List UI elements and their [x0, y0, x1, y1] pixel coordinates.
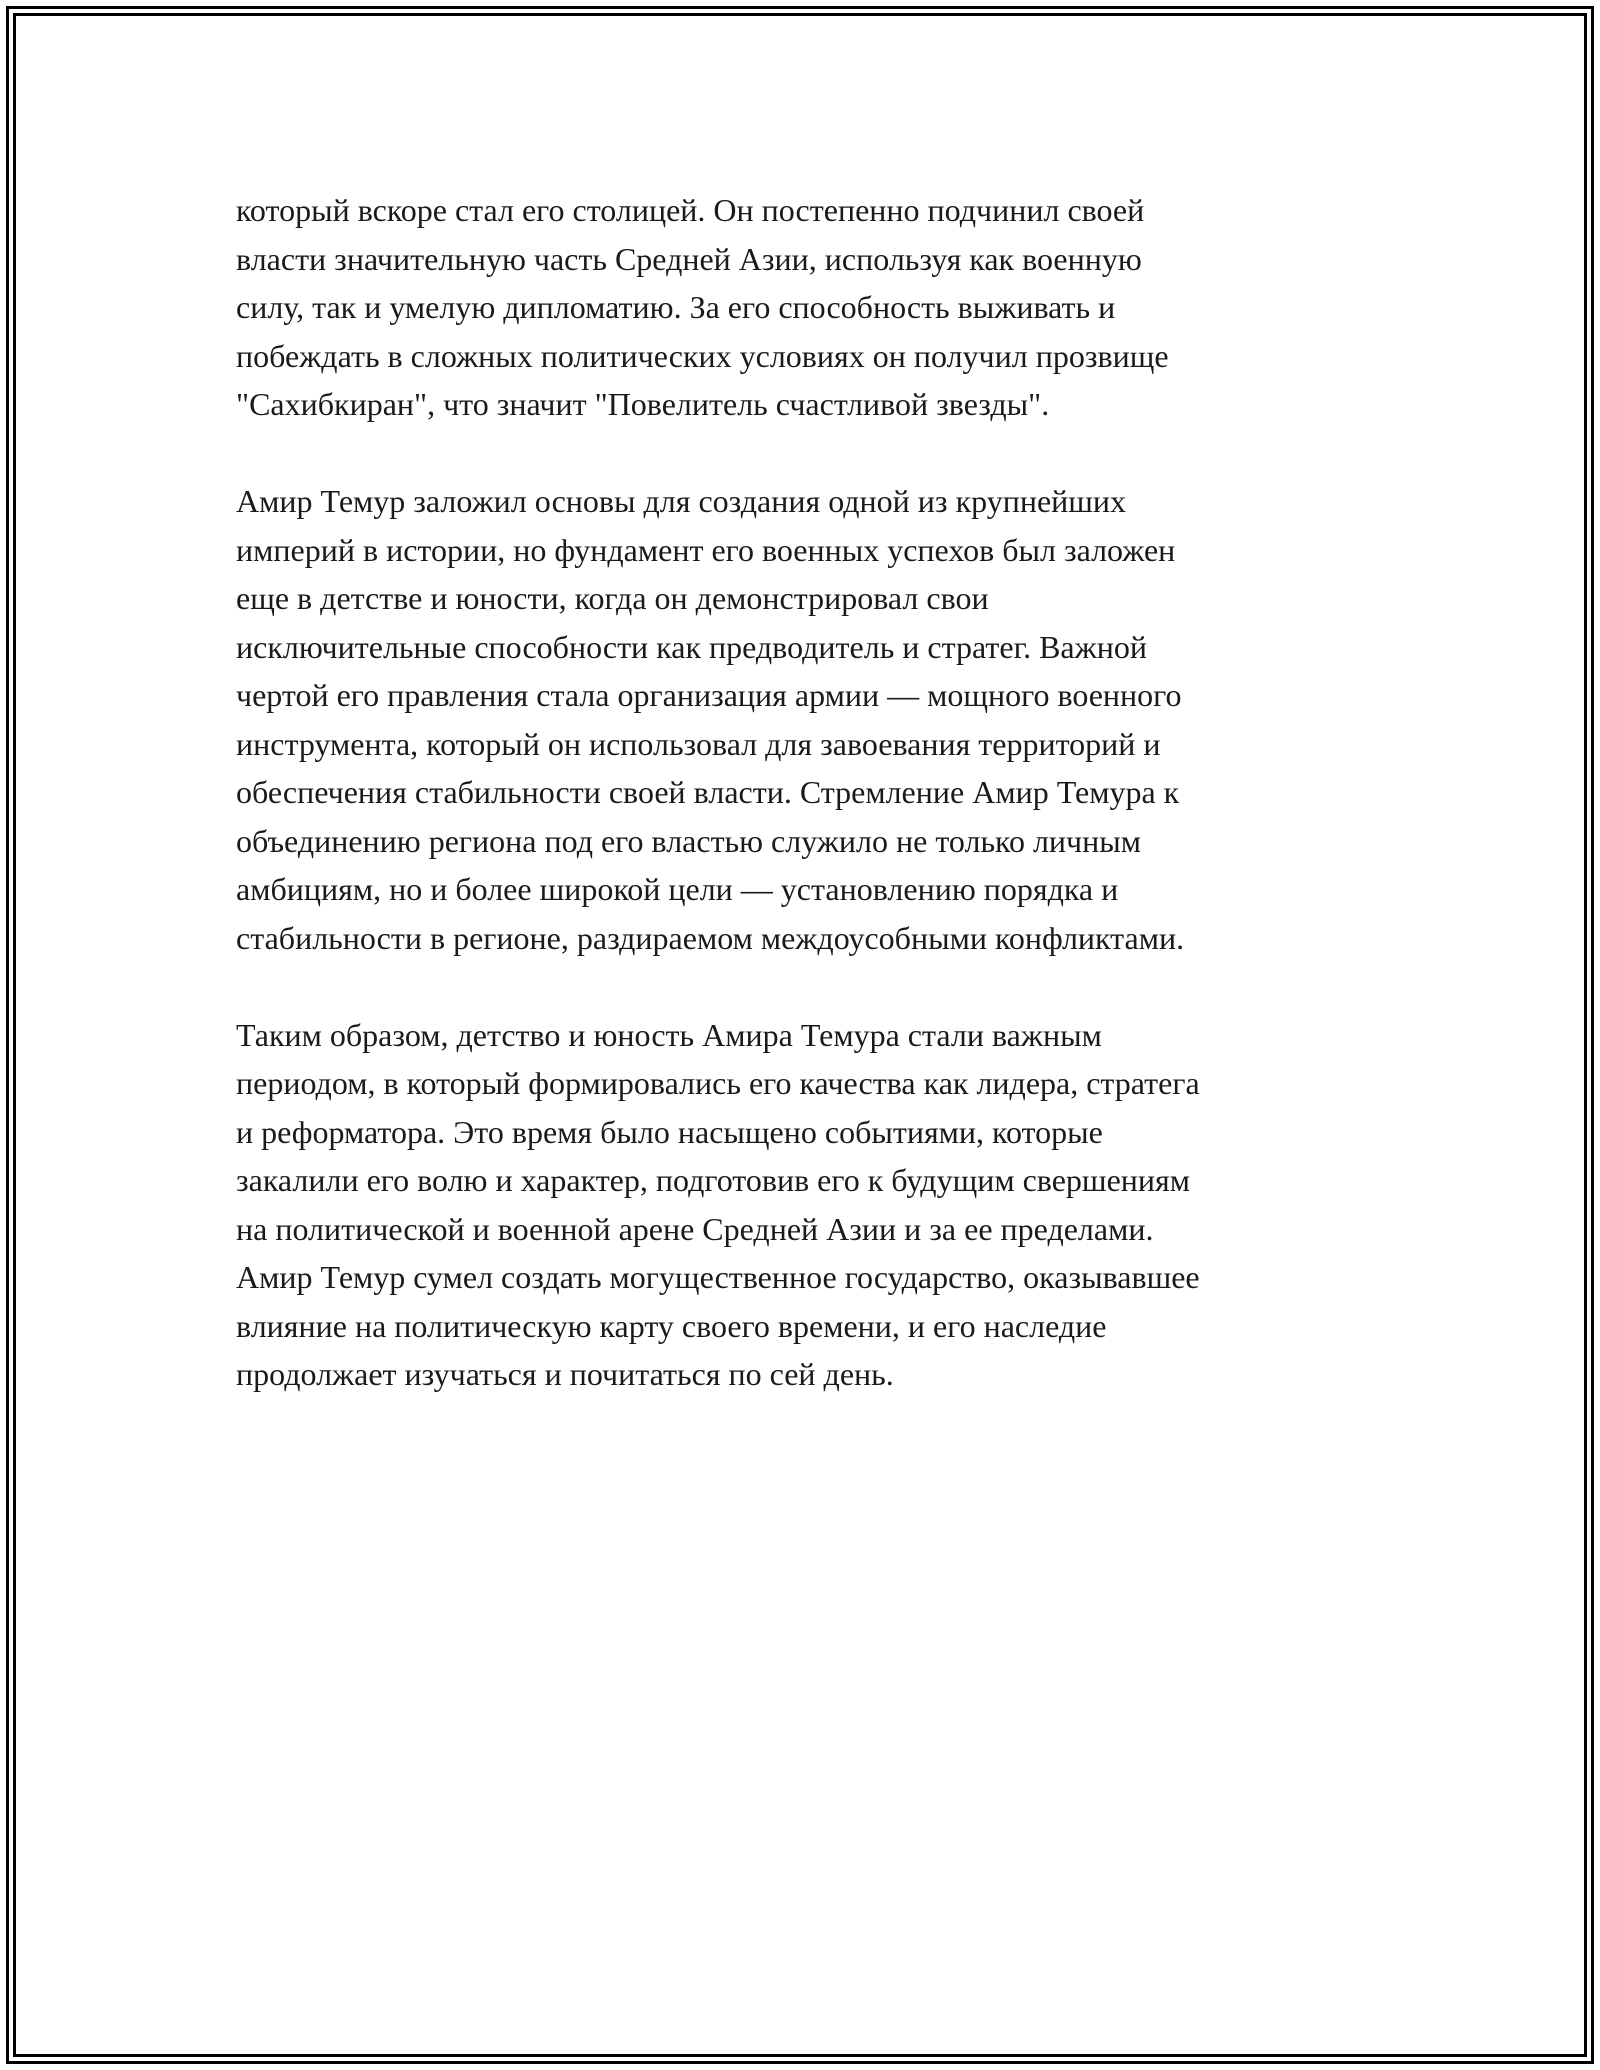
text-line: обеспечения стабильности своей власти. Стремление Амир Темура к — [236, 774, 1180, 810]
text-line: закалили его волю и характер, подготовив его к будущим свершениям — [236, 1162, 1190, 1198]
paragraph-3 — [236, 1011, 1376, 1399]
text-line: еще в детстве и юности, когда он демонстрировал свои — [236, 580, 989, 616]
document-body — [236, 186, 1376, 1447]
text-line: исключительные способности как предводитель и стратег. Важной — [236, 628, 1147, 665]
text-line: продолжает изучаться и почитаться по сей день. — [236, 1356, 894, 1392]
text-line: объединению региона под его властью служило не только личным — [236, 822, 1142, 859]
paragraph-1 — [236, 186, 1376, 429]
text-line: силу, так и умелую дипломатию. За его способность выживать и — [236, 289, 1116, 325]
text-line: империй в истории, но фундамент его военных успехов был заложен — [236, 531, 1176, 568]
text-line: влияние на политическую карту своего времени, и его наследие — [236, 1307, 1107, 1344]
text-line: и реформатора. Это время было насыщено событиями, которые — [236, 1113, 1103, 1150]
text-line: амбициям, но и более широкой цели — установлению порядка и — [236, 871, 1119, 907]
text-line: власти значительную часть Средней Азии, используя как военную — [236, 240, 1142, 277]
text-line: чертой его правления стала организация армии — мощного военного — [236, 677, 1182, 713]
text-line: инструмента, который он использовал для завоевания территорий и — [236, 725, 1161, 762]
text-line: Амир Темур заложил основы для создания одной из крупнейших — [236, 483, 1127, 519]
text-line: который вскоре стал его столицей. Он постепенно подчинил своей — [236, 192, 1145, 228]
paragraph-2 — [236, 477, 1376, 962]
text-line: периодом, в который формировались его качества как лидера, стратега — [236, 1065, 1200, 1101]
text-line: Амир Темур сумел создать могущественное государство, оказывавшее — [236, 1259, 1200, 1295]
text-line: на политической и военной арене Средней Азии и за ее пределами. — [236, 1210, 1154, 1247]
text-line: Таким образом, детство и юность Амира Темура стали важным — [236, 1016, 1102, 1053]
text-line: "Сахибкиран", что значит "Повелитель счастливой звезды". — [236, 386, 1050, 422]
text-line: побеждать в сложных политических условиях он получил прозвище — [236, 337, 1169, 374]
text-line: стабильности в регионе, раздираемом междоусобными конфликтами. — [236, 919, 1185, 956]
